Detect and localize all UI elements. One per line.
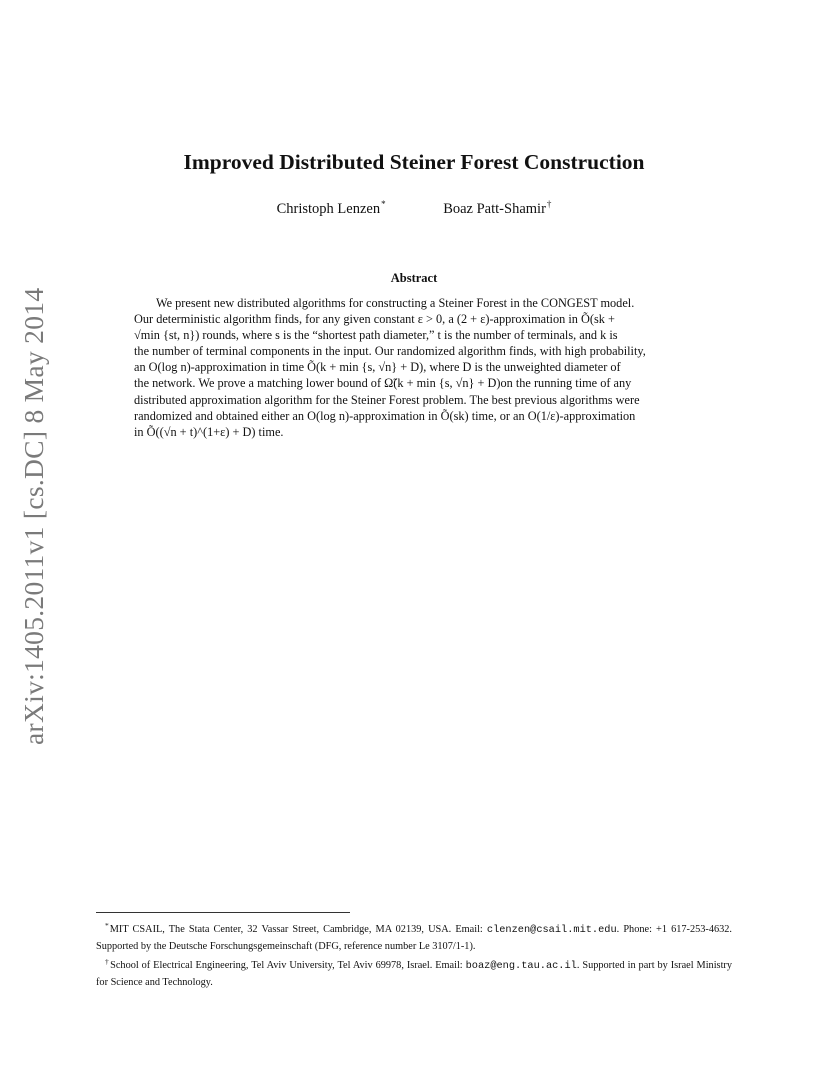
abstract-line: √min {st, n}) rounds, where s is the “shortest path diameter,” t is the number of terminals, and k is [134, 328, 618, 343]
author-patt-shamir [443, 199, 551, 218]
footnote-affiliation: MIT CSAIL, The Stata Center, 32 Vassar Street, Cambridge, MA 02139, USA. Email: [109, 924, 487, 935]
footnote-affiliation: School of Electrical Engineering, Tel Aviv University, Tel Aviv 69978, Israel. Email: [110, 960, 466, 972]
footnote-details: . Phone: +1 617-253-4632. Supported by the Deutsche Forschungsgemeinschaft (DFG, reference number Le 3107/1-1). [96, 924, 732, 952]
abstract-line: randomized and obtained either an O(log n)-approximation in Õ(sk) time, or an O(1/ε)-approximation [134, 408, 636, 423]
footnote-lenzen [96, 918, 732, 954]
footnote-mark: † [105, 957, 110, 967]
abstract-line: the number of terminal components in the input. Our randomized algorithm finds, with high probability, [134, 344, 646, 359]
abstract-heading: Abstract [390, 271, 438, 285]
abstract-paragraph [134, 295, 694, 440]
footnote-divider [96, 912, 350, 913]
abstract-line: Our deterministic algorithm finds, for any given constant ε > 0, a (2 + ε)-approximation in Õ(sk + [134, 312, 615, 327]
footnote-patt-shamir [96, 954, 732, 990]
author-name: Christoph Lenzen [276, 201, 381, 217]
author-footnote-mark: † [546, 199, 552, 209]
arxiv-identifier: arXiv:1405.2011v1 [cs.DC] 8 May 2014 [18, 287, 49, 745]
author-lenzen [277, 199, 386, 218]
footnotes [96, 918, 732, 990]
paper-title: Improved Distributed Steiner Forest Construction [183, 150, 645, 174]
footnote-mark: * [105, 921, 109, 930]
abstract-line: an O(log n)-approximation in time Õ(k + min {s, √n} + D), where D is the unweighted diameter of [134, 360, 621, 375]
email-link[interactable]: boaz@eng.tau.ac.il [465, 960, 577, 973]
abstract-line: We present new distributed algorithms for constructing a Steiner Forest in the CONGEST model. [156, 296, 635, 310]
footnote-details: . Supported in part by Israel Ministry for Science and Technology. [96, 960, 733, 988]
author-footnote-mark: * [381, 199, 386, 209]
abstract-line: distributed approximation algorithm for the Steiner Forest problem. The best previous algorithms were [134, 392, 640, 407]
abstract-line: the network. We prove a matching lower bound of Ω̃(k + min {s, √n} + D)on the running time of any [134, 376, 632, 391]
abstract-line: in Õ((√n + t)^(1+ε) + D) time. [134, 424, 284, 439]
author-name: Boaz Patt-Shamir [443, 201, 546, 217]
author-list [0, 199, 828, 218]
email-link[interactable]: clenzen@csail.mit.edu [486, 924, 617, 936]
abstract-body [134, 295, 694, 440]
